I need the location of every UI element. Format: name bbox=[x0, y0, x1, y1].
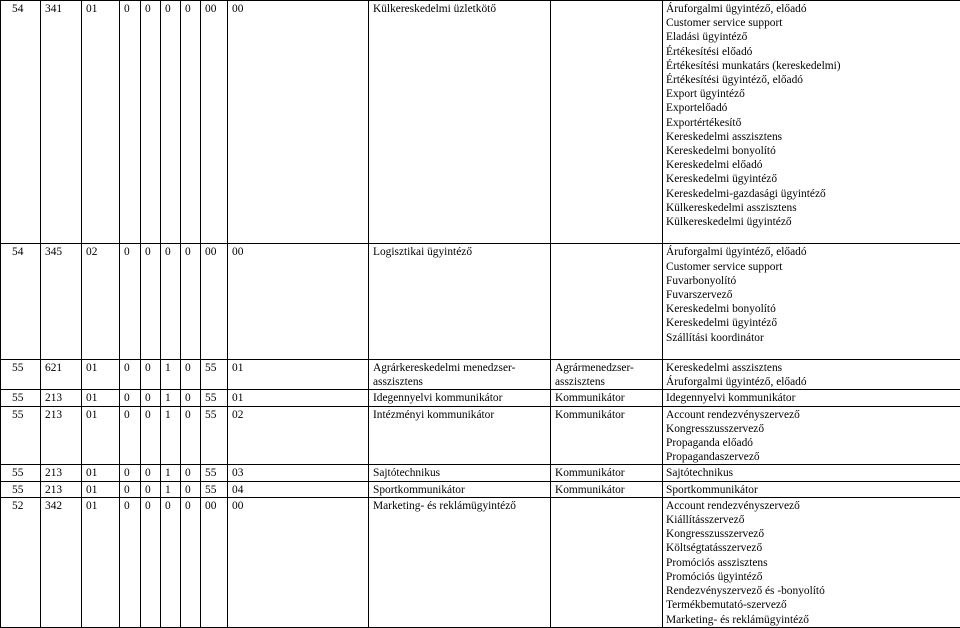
code-c: 1 bbox=[165, 409, 171, 421]
code-level: 55 bbox=[12, 392, 23, 404]
code-id: 01 bbox=[86, 392, 97, 404]
code-level-cell bbox=[1, 1, 41, 244]
qualification-name-cell bbox=[369, 481, 551, 497]
code-c-cell bbox=[161, 244, 181, 360]
job-title: Kereskedelmi-gazdasági ügyintéző bbox=[666, 187, 960, 201]
code-a-cell bbox=[120, 481, 141, 497]
code-f-cell bbox=[228, 481, 369, 497]
code-e: 55 bbox=[205, 484, 216, 496]
qualification-group: Kommunikátor bbox=[555, 466, 662, 480]
code-e-cell bbox=[201, 497, 228, 627]
code-level: 54 bbox=[12, 3, 23, 15]
code-d: 0 bbox=[185, 392, 191, 404]
qualification-group-cell bbox=[551, 244, 663, 360]
qualification-group-cell bbox=[551, 497, 663, 627]
job-title: Áruforgalmi ügyintéző, előadó bbox=[666, 2, 960, 16]
job-title: Propaganda előadó bbox=[666, 436, 960, 450]
table-row bbox=[1, 390, 960, 406]
code-a: 0 bbox=[124, 3, 130, 15]
code-d-cell bbox=[181, 390, 201, 406]
code-b: 0 bbox=[145, 3, 151, 15]
code-b-cell bbox=[141, 390, 161, 406]
job-title: Customer service support bbox=[666, 260, 960, 274]
code-id-cell bbox=[82, 1, 120, 244]
code-a-cell bbox=[120, 1, 141, 244]
code-a-cell bbox=[120, 497, 141, 627]
code-f-cell bbox=[228, 244, 369, 360]
qualification-name: Intézményi kommunikátor bbox=[373, 408, 550, 422]
job-titles-cell bbox=[663, 1, 960, 244]
code-d-cell bbox=[181, 481, 201, 497]
code-level: 55 bbox=[12, 362, 23, 374]
qualification-name-cell bbox=[369, 360, 551, 390]
code-b-cell bbox=[141, 244, 161, 360]
code-level-cell bbox=[1, 360, 41, 390]
code-d: 0 bbox=[185, 3, 191, 15]
code-field: 341 bbox=[45, 3, 62, 15]
code-level-cell bbox=[1, 406, 41, 465]
code-e: 00 bbox=[205, 3, 216, 15]
code-c: 1 bbox=[165, 392, 171, 404]
code-b-cell bbox=[141, 497, 161, 627]
code-a-cell bbox=[120, 244, 141, 360]
code-f: 00 bbox=[232, 246, 243, 258]
code-d-cell bbox=[181, 406, 201, 465]
qualification-group-cell bbox=[551, 465, 663, 481]
job-title: Kereskedelmi ügyintéző bbox=[666, 172, 960, 186]
code-f: 02 bbox=[232, 409, 243, 421]
code-f: 01 bbox=[232, 392, 243, 404]
code-f: 00 bbox=[232, 500, 243, 512]
code-field: 345 bbox=[45, 246, 62, 258]
job-title: Rendezvényszervező és -bonyolító bbox=[666, 584, 960, 598]
job-title: Értékesítési munkatárs (kereskedelmi) bbox=[666, 59, 960, 73]
code-field: 621 bbox=[45, 362, 62, 374]
code-e-cell bbox=[201, 481, 228, 497]
code-f-cell bbox=[228, 465, 369, 481]
table-row bbox=[1, 481, 960, 497]
code-c-cell bbox=[161, 481, 181, 497]
code-c-cell bbox=[161, 390, 181, 406]
code-c-cell bbox=[161, 1, 181, 244]
code-d: 0 bbox=[185, 500, 191, 512]
code-b-cell bbox=[141, 406, 161, 465]
code-c: 1 bbox=[165, 467, 171, 479]
table-row bbox=[1, 360, 960, 390]
code-b: 0 bbox=[145, 484, 151, 496]
code-field-cell bbox=[41, 244, 82, 360]
code-d: 0 bbox=[185, 484, 191, 496]
job-title: Kereskedelmi asszisztens bbox=[666, 130, 960, 144]
qualification-group-cell bbox=[551, 390, 663, 406]
code-b: 0 bbox=[145, 467, 151, 479]
code-id-cell bbox=[82, 481, 120, 497]
job-title: Kiállításszervező bbox=[666, 513, 960, 527]
code-c: 0 bbox=[165, 246, 171, 258]
qualification-group: Kommunikátor bbox=[555, 391, 662, 405]
code-c: 0 bbox=[165, 500, 171, 512]
code-id-cell bbox=[82, 497, 120, 627]
table-row bbox=[1, 406, 960, 465]
qualification-group: Kommunikátor bbox=[555, 483, 662, 497]
code-a: 0 bbox=[124, 409, 130, 421]
job-title: Account rendezvényszervező bbox=[666, 499, 960, 513]
code-level: 55 bbox=[12, 467, 23, 479]
code-e-cell bbox=[201, 244, 228, 360]
code-e: 55 bbox=[205, 392, 216, 404]
job-title: Szállítási koordinátor bbox=[666, 331, 960, 345]
code-a: 0 bbox=[124, 246, 130, 258]
code-f: 01 bbox=[232, 362, 243, 374]
code-id: 01 bbox=[86, 500, 97, 512]
job-title: Account rendezvényszervező bbox=[666, 408, 960, 422]
job-titles-cell bbox=[663, 465, 960, 481]
code-level: 52 bbox=[12, 500, 23, 512]
code-field-cell bbox=[41, 481, 82, 497]
qualification-name-cell bbox=[369, 390, 551, 406]
code-c: 0 bbox=[165, 3, 171, 15]
job-title: Marketing- és reklámügyintéző bbox=[666, 613, 960, 627]
code-a: 0 bbox=[124, 500, 130, 512]
code-level: 55 bbox=[12, 409, 23, 421]
code-level-cell bbox=[1, 244, 41, 360]
row-spacer bbox=[666, 229, 960, 243]
code-f-cell bbox=[228, 406, 369, 465]
job-title: Eladási ügyintéző bbox=[666, 30, 960, 44]
job-title: Sportkommunikátor bbox=[666, 483, 960, 497]
qualification-name: Marketing- és reklámügyintéző bbox=[373, 499, 550, 513]
code-field: 213 bbox=[45, 392, 62, 404]
code-field: 213 bbox=[45, 484, 62, 496]
code-b: 0 bbox=[145, 409, 151, 421]
code-d-cell bbox=[181, 244, 201, 360]
qualification-name: Sajtótechnikus bbox=[373, 466, 550, 480]
job-titles-cell bbox=[663, 360, 960, 390]
qualification-group: Kommunikátor bbox=[555, 408, 662, 422]
job-title: Promóciós ügyintéző bbox=[666, 570, 960, 584]
job-title: Sajtótechnikus bbox=[666, 466, 960, 480]
code-c: 1 bbox=[165, 362, 171, 374]
table-row bbox=[1, 244, 960, 360]
code-d: 0 bbox=[185, 467, 191, 479]
table-row bbox=[1, 497, 960, 627]
code-level-cell bbox=[1, 481, 41, 497]
code-field-cell bbox=[41, 390, 82, 406]
code-id-cell bbox=[82, 465, 120, 481]
code-d-cell bbox=[181, 360, 201, 390]
table-row bbox=[1, 465, 960, 481]
code-field: 213 bbox=[45, 467, 62, 479]
occupation-table-body bbox=[1, 1, 960, 628]
qualification-group-cell bbox=[551, 1, 663, 244]
qualification-group-cell bbox=[551, 360, 663, 390]
code-field-cell bbox=[41, 360, 82, 390]
code-b: 0 bbox=[145, 392, 151, 404]
code-e-cell bbox=[201, 390, 228, 406]
code-id-cell bbox=[82, 406, 120, 465]
code-field: 213 bbox=[45, 409, 62, 421]
code-f: 00 bbox=[232, 3, 243, 15]
job-titles-cell bbox=[663, 481, 960, 497]
code-level: 55 bbox=[12, 484, 23, 496]
code-e-cell bbox=[201, 465, 228, 481]
code-id-cell bbox=[82, 244, 120, 360]
qualification-group: asszisztens bbox=[555, 375, 662, 389]
job-title: Customer service support bbox=[666, 16, 960, 30]
table-row bbox=[1, 1, 960, 244]
code-level-cell bbox=[1, 497, 41, 627]
code-e: 00 bbox=[205, 246, 216, 258]
qualification-name: Sportkommunikátor bbox=[373, 483, 550, 497]
code-id: 01 bbox=[86, 3, 97, 15]
code-a: 0 bbox=[124, 362, 130, 374]
code-b: 0 bbox=[145, 500, 151, 512]
code-d: 0 bbox=[185, 362, 191, 374]
job-title: Költségtatásszervező bbox=[666, 541, 960, 555]
qualification-group-cell bbox=[551, 481, 663, 497]
code-b: 0 bbox=[145, 362, 151, 374]
code-a-cell bbox=[120, 465, 141, 481]
code-e-cell bbox=[201, 406, 228, 465]
code-d-cell bbox=[181, 465, 201, 481]
code-id: 01 bbox=[86, 467, 97, 479]
code-f-cell bbox=[228, 360, 369, 390]
code-id: 02 bbox=[86, 246, 97, 258]
code-a: 0 bbox=[124, 467, 130, 479]
job-title: Áruforgalmi ügyintéző, előadó bbox=[666, 245, 960, 259]
code-id: 01 bbox=[86, 484, 97, 496]
code-id-cell bbox=[82, 390, 120, 406]
row-spacer bbox=[666, 345, 960, 359]
qualification-name: Külkereskedelmi üzletkötő bbox=[373, 2, 550, 16]
job-titles-cell bbox=[663, 497, 960, 627]
job-title: Külkereskedelmi ügyintéző bbox=[666, 215, 960, 229]
qualification-name-cell bbox=[369, 244, 551, 360]
qualification-group: Agrármenedzser- bbox=[555, 361, 662, 375]
job-titles-cell bbox=[663, 390, 960, 406]
job-title: Kongresszusszervező bbox=[666, 422, 960, 436]
job-title: Termékbemutató-szervező bbox=[666, 598, 960, 612]
qualification-name-cell bbox=[369, 497, 551, 627]
code-f: 03 bbox=[232, 467, 243, 479]
job-title: Fuvarbonyolító bbox=[666, 274, 960, 288]
code-c-cell bbox=[161, 465, 181, 481]
code-f-cell bbox=[228, 390, 369, 406]
code-a: 0 bbox=[124, 392, 130, 404]
qualification-name: asszisztens bbox=[373, 375, 550, 389]
job-titles-cell bbox=[663, 406, 960, 465]
code-d: 0 bbox=[185, 246, 191, 258]
job-title: Kongresszusszervező bbox=[666, 527, 960, 541]
code-a-cell bbox=[120, 390, 141, 406]
code-id: 01 bbox=[86, 362, 97, 374]
qualification-name: Logisztikai ügyintéző bbox=[373, 245, 550, 259]
job-title: Kereskedelmi bonyolító bbox=[666, 144, 960, 158]
job-title: Áruforgalmi ügyintéző, előadó bbox=[666, 375, 960, 389]
code-e: 55 bbox=[205, 467, 216, 479]
job-title: Kereskedelmi ügyintéző bbox=[666, 316, 960, 330]
code-d: 0 bbox=[185, 409, 191, 421]
code-e-cell bbox=[201, 360, 228, 390]
code-d-cell bbox=[181, 1, 201, 244]
code-field: 342 bbox=[45, 500, 62, 512]
code-e-cell bbox=[201, 1, 228, 244]
job-titles-cell bbox=[663, 244, 960, 360]
job-title: Propagandaszervező bbox=[666, 450, 960, 464]
code-f-cell bbox=[228, 1, 369, 244]
qualification-group-cell bbox=[551, 406, 663, 465]
job-title: Értékesítési ügyintéző, előadó bbox=[666, 73, 960, 87]
code-e: 00 bbox=[205, 500, 216, 512]
job-title: Promóciós asszisztens bbox=[666, 556, 960, 570]
code-c-cell bbox=[161, 360, 181, 390]
qualification-name: Agrárkereskedelmi menedzser- bbox=[373, 361, 550, 375]
code-b-cell bbox=[141, 1, 161, 244]
code-b-cell bbox=[141, 465, 161, 481]
code-field-cell bbox=[41, 465, 82, 481]
code-d-cell bbox=[181, 497, 201, 627]
job-title: Kereskedelmi előadó bbox=[666, 158, 960, 172]
job-title: Export ügyintéző bbox=[666, 87, 960, 101]
code-field-cell bbox=[41, 497, 82, 627]
code-c-cell bbox=[161, 497, 181, 627]
code-id: 01 bbox=[86, 409, 97, 421]
job-title: Külkereskedelmi asszisztens bbox=[666, 201, 960, 215]
code-a-cell bbox=[120, 406, 141, 465]
job-title: Fuvarszervező bbox=[666, 288, 960, 302]
code-b: 0 bbox=[145, 246, 151, 258]
code-b-cell bbox=[141, 360, 161, 390]
job-title: Idegennyelvi kommunikátor bbox=[666, 391, 960, 405]
code-b-cell bbox=[141, 481, 161, 497]
job-title: Értékesítési előadó bbox=[666, 45, 960, 59]
code-field-cell bbox=[41, 1, 82, 244]
code-c: 1 bbox=[165, 484, 171, 496]
qualification-name-cell bbox=[369, 1, 551, 244]
qualification-name-cell bbox=[369, 406, 551, 465]
code-c-cell bbox=[161, 406, 181, 465]
job-title: Exportelőadó bbox=[666, 101, 960, 115]
code-level-cell bbox=[1, 390, 41, 406]
code-id-cell bbox=[82, 360, 120, 390]
code-f-cell bbox=[228, 497, 369, 627]
job-title: Kereskedelmi asszisztens bbox=[666, 361, 960, 375]
code-a-cell bbox=[120, 360, 141, 390]
qualification-name-cell bbox=[369, 465, 551, 481]
qualification-name: Idegennyelvi kommunikátor bbox=[373, 391, 550, 405]
code-f: 04 bbox=[232, 484, 243, 496]
code-level-cell bbox=[1, 465, 41, 481]
code-level: 54 bbox=[12, 246, 23, 258]
code-e: 55 bbox=[205, 409, 216, 421]
code-a: 0 bbox=[124, 484, 130, 496]
job-title: Kereskedelmi bonyolító bbox=[666, 302, 960, 316]
code-field-cell bbox=[41, 406, 82, 465]
code-e: 55 bbox=[205, 362, 216, 374]
job-title: Exportértékesítő bbox=[666, 116, 960, 130]
